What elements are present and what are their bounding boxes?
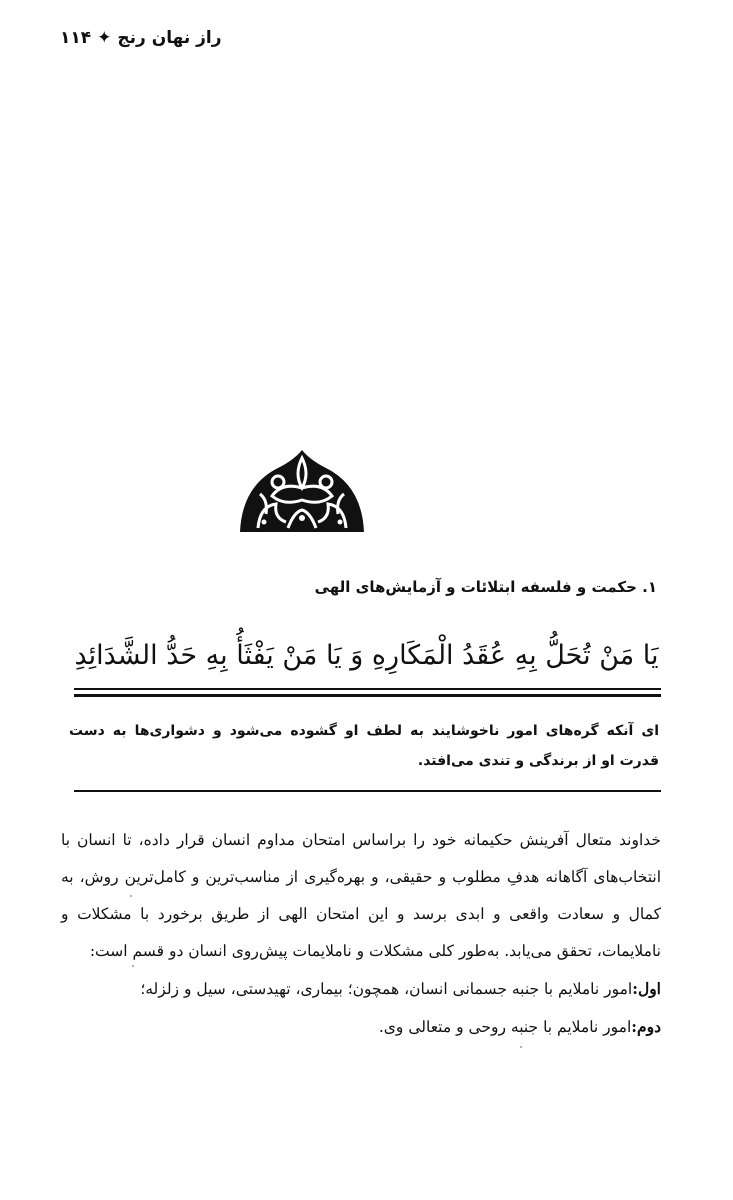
prayer-translation: ای آنکه گره‌های امور ناخوشایند به لطف او گشوده می‌شود و دشواری‌ها به دست قدرت او از برندگی و تندی می‌افتد. — [69, 723, 659, 769]
list-item-label: اول: — [632, 979, 661, 998]
list-item-text: امور ناملایم با جنبه روحی و متعالی وی. — [378, 1018, 632, 1036]
page-number-separator-icon: ✦ — [97, 28, 112, 48]
body-text — [61, 822, 661, 1046]
body-paragraph: خداوند متعال آفرینش حکیمانه خود را براساس امتحان مداوم انسان قرار داده، تا انسان با انتخاب‌های آگاهانه هدفِ مطلوب و حقیقی، و بهره‌گیری از مناسب‌ترین و کامل‌ترین روش، به کمال و سعادت واقعی و ابدی برسد و این امتحان الهی از طریق برخورد با مشکلات و ناملایمات، تحقق می‌یابد. به‌طور کلی مشکلات و ناملایمات پیش‌روی انسان دو قسم است: — [61, 831, 661, 960]
list-item-text: امور ناملایم با جنبه جسمانی انسان، همچون؛ بیماری، تهیدستی، سیل و زلزله؛ — [140, 980, 633, 998]
paper-speck — [520, 1046, 522, 1048]
arabic-prayer: یَا مَنْ تُحَلُّ بِهِ عُقَدُ الْمَکَارِهِ وَ یَا مَنْ یَفْثَأُ بِهِ حَدُّ الشَّدَائِدِ — [74, 640, 659, 671]
list-item — [61, 1008, 661, 1046]
page-number: ۱۱۴ — [60, 28, 92, 48]
book-title: راز نهان رنج — [117, 28, 222, 48]
arabesque-dome-ornament-icon — [238, 448, 366, 534]
double-rule-bottom — [74, 694, 661, 697]
paper-speck — [130, 895, 132, 897]
list-item — [61, 970, 661, 1008]
section-heading: ۱. حکمت و فلسفه ابتلائات و آزمایش‌های الهی — [314, 578, 657, 596]
paper-speck — [132, 965, 134, 967]
page-header — [60, 28, 320, 48]
double-rule-top — [74, 688, 661, 690]
translation-rule — [74, 790, 661, 792]
list-item-label: دوم: — [631, 1017, 661, 1036]
